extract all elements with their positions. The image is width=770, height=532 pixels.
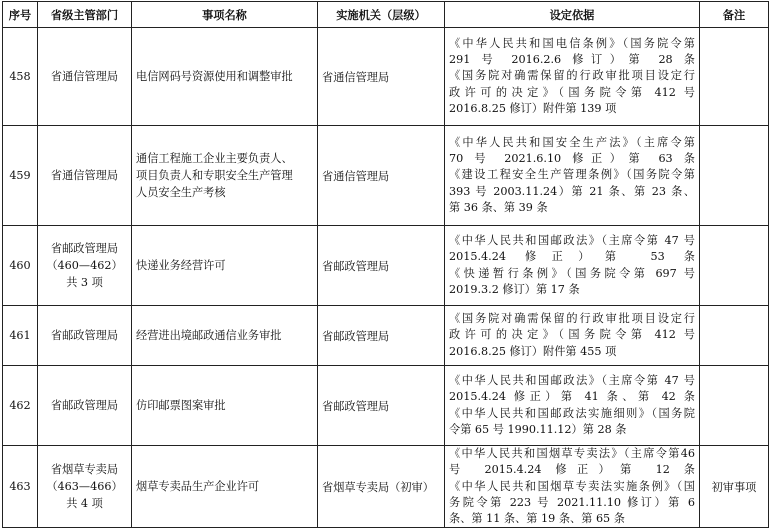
cell-dept bbox=[38, 28, 132, 126]
item-line: 项目负责人和专职安全生产管理 bbox=[136, 169, 293, 182]
cell-agency: 省邮政管理局 bbox=[318, 306, 445, 366]
basis-line: 《中华人民共和国邮政法实施细则》（国务院 bbox=[449, 406, 695, 420]
header-basis: 设定依据 bbox=[445, 2, 700, 28]
basis-line: 政许可的决定》（国务院令第 412 号 bbox=[449, 85, 695, 99]
cell-basis bbox=[445, 226, 700, 306]
cell-note bbox=[700, 28, 769, 126]
cell-item bbox=[132, 226, 318, 306]
header-note: 备注 bbox=[700, 2, 769, 28]
dept-line: 省通信管理局 bbox=[50, 70, 119, 83]
approval-items-table bbox=[2, 1, 769, 528]
cell-dept bbox=[38, 306, 132, 366]
basis-line: 2015.4.24 修正）第 53 条 bbox=[449, 250, 695, 264]
basis-line: 70 号 2021.6.10 修正）第 63 条 bbox=[449, 152, 695, 166]
cell-agency: 省通信管理局 bbox=[318, 28, 445, 126]
cell-dept bbox=[38, 226, 132, 306]
basis-line: 291 号 2016.2.6 修订）第 28 条 bbox=[449, 53, 695, 67]
cell-basis bbox=[445, 366, 700, 446]
basis-line: 2015.4.24 修正）第 41 条、第 42 条 bbox=[449, 390, 695, 404]
cell-item bbox=[132, 446, 318, 528]
basis-line: 2016.8.25 修订）附件第 139 项 bbox=[449, 101, 617, 115]
dept-line: 省邮政管理局 bbox=[50, 329, 119, 342]
basis-line: 《中华人民共和国电信条例》（国务院令第 bbox=[449, 36, 695, 50]
header-no: 序号 bbox=[3, 2, 38, 28]
item-line: 仿印邮票图案审批 bbox=[136, 399, 226, 412]
basis-line: 令第 65 号 1990.11.12）第 28 条 bbox=[449, 422, 627, 436]
table-body bbox=[3, 28, 769, 528]
item-line: 人员安全生产考核 bbox=[136, 186, 226, 199]
header-item: 事项名称 bbox=[132, 2, 318, 28]
dept-line: （460—462） bbox=[46, 259, 123, 272]
basis-line: 《中华人民共和国烟草专卖法》（主席令第46 bbox=[449, 447, 695, 460]
cell-basis bbox=[445, 126, 700, 226]
table-header-row bbox=[3, 2, 769, 28]
basis-line: 2016.8.25 修订）附件第 455 项 bbox=[449, 344, 617, 358]
cell-note bbox=[700, 126, 769, 226]
basis-line: 《建设工程安全生产管理条例》（国务院令第 bbox=[449, 168, 695, 182]
cell-no: 461 bbox=[3, 306, 38, 366]
cell-no: 462 bbox=[3, 366, 38, 446]
cell-note bbox=[700, 226, 769, 306]
dept-line: 省邮政管理局 bbox=[50, 399, 119, 412]
cell-no: 459 bbox=[3, 126, 38, 226]
dept-line: 省邮政管理局 bbox=[50, 242, 119, 255]
cell-dept bbox=[38, 446, 132, 528]
cell-agency: 省邮政管理局 bbox=[318, 226, 445, 306]
dept-line: 省烟草专卖局 bbox=[50, 463, 119, 477]
item-line: 电信网码号资源使用和调整审批 bbox=[136, 70, 293, 83]
cell-no: 460 bbox=[3, 226, 38, 306]
basis-line: 《国务院对确需保留的行政审批项目设定行 bbox=[449, 312, 695, 326]
cell-note: 初审事项 bbox=[700, 446, 769, 528]
cell-no: 458 bbox=[3, 28, 38, 126]
dept-line: （463—466） bbox=[46, 480, 123, 494]
basis-line: 《国务院对确需保留的行政审批项目设定行 bbox=[449, 69, 695, 83]
basis-line: 《中华人民共和国烟草专卖法实施条例》（国 bbox=[449, 479, 695, 493]
basis-line: 《快递暂行条例》（国务院令第 697 号 bbox=[449, 266, 695, 280]
cell-item bbox=[132, 366, 318, 446]
cell-item bbox=[132, 28, 318, 126]
table-row bbox=[3, 126, 769, 226]
cell-dept bbox=[38, 366, 132, 446]
table-row bbox=[3, 446, 769, 528]
basis-line: 393 号 2003.11.24）第 21 条、第 23 条、 bbox=[449, 184, 695, 198]
basis-line: 2019.3.2 修订）第 17 条 bbox=[449, 282, 580, 296]
table-row bbox=[3, 226, 769, 306]
item-line: 经营进出境邮政通信业务审批 bbox=[136, 329, 282, 342]
dept-line: 共 3 项 bbox=[66, 276, 103, 289]
table-row bbox=[3, 366, 769, 446]
item-line: 快递业务经营许可 bbox=[136, 259, 226, 272]
cell-dept bbox=[38, 126, 132, 226]
basis-line: 《中华人民共和国安全生产法》（主席令第 bbox=[449, 135, 695, 149]
cell-agency: 省通信管理局 bbox=[318, 126, 445, 226]
basis-line: 第 36 条、第 39 条 bbox=[449, 200, 548, 214]
basis-line: 《中华人民共和国邮政法》（主席令第 47 号 bbox=[449, 373, 695, 387]
table-row bbox=[3, 306, 769, 366]
cell-note bbox=[700, 366, 769, 446]
table-row bbox=[3, 28, 769, 126]
header-dept: 省级主管部门 bbox=[38, 2, 132, 28]
dept-line: 共 4 项 bbox=[66, 497, 103, 511]
basis-line: 政许可的决定》（国务院令第 412 号 bbox=[449, 328, 695, 342]
basis-line: 《中华人民共和国邮政法》（主席令第 47 号 bbox=[449, 233, 695, 247]
cell-agency: 省邮政管理局 bbox=[318, 366, 445, 446]
cell-no: 463 bbox=[3, 446, 38, 528]
item-line: 通信工程施工企业主要负责人、 bbox=[136, 152, 293, 165]
cell-basis bbox=[445, 446, 700, 528]
cell-agency: 省烟草专卖局（初审） bbox=[318, 446, 445, 528]
basis-line: 号 2015.4.24 修正）第 12 条 bbox=[449, 463, 695, 477]
cell-item bbox=[132, 126, 318, 226]
cell-item bbox=[132, 306, 318, 366]
basis-line: 条、第 11 条、第 19 条、第 65 条 bbox=[449, 512, 625, 526]
basis-line: 务院令第 223 号 2021.11.10 修订）第 6 bbox=[449, 495, 695, 509]
dept-line: 省通信管理局 bbox=[50, 169, 119, 182]
cell-basis bbox=[445, 306, 700, 366]
cell-basis bbox=[445, 28, 700, 126]
cell-note bbox=[700, 306, 769, 366]
header-agency: 实施机关（层级） bbox=[318, 2, 445, 28]
item-line: 烟草专卖品生产企业许可 bbox=[136, 480, 260, 494]
